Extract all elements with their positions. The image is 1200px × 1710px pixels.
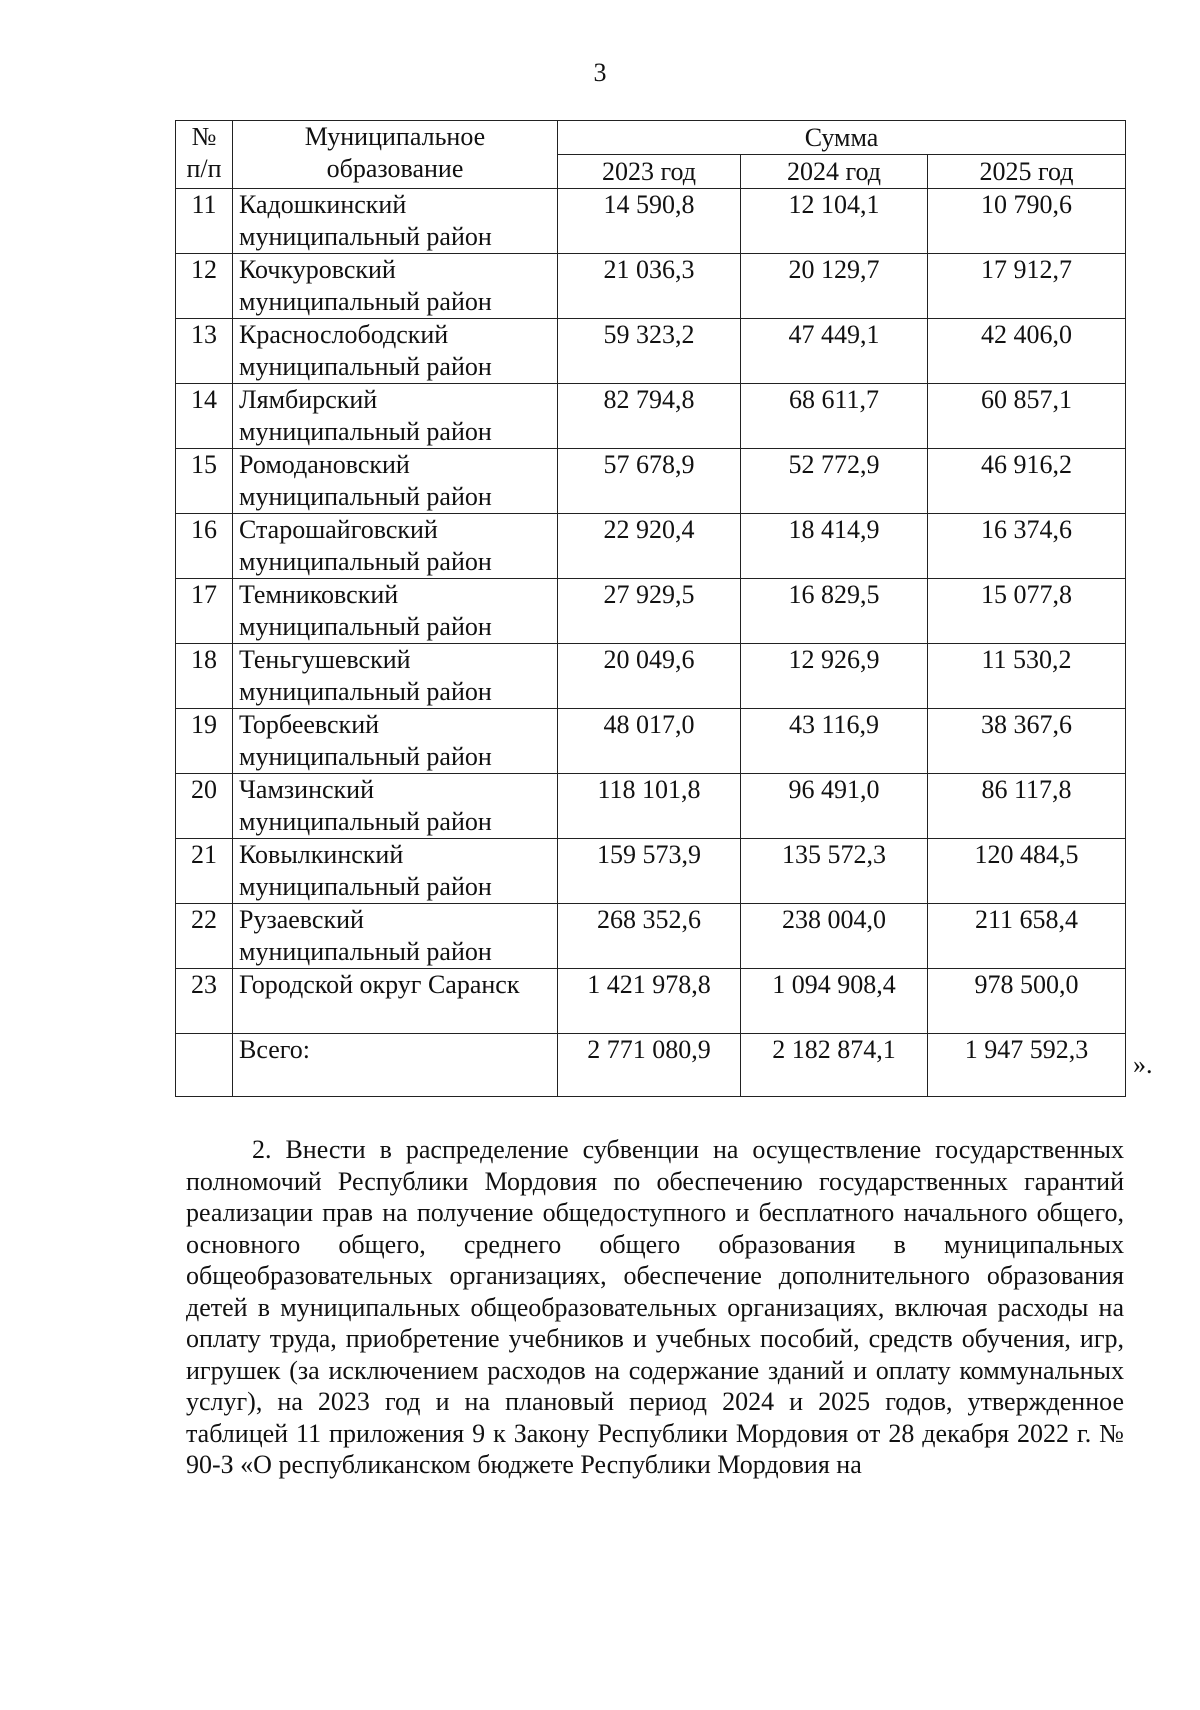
table-body — [176, 189, 1126, 1097]
header-num: № п/п — [176, 121, 233, 189]
row-value-2025: 120 484,5 — [928, 839, 1126, 904]
total-label: Всего: — [233, 1034, 558, 1097]
total-value-2023: 2 771 080,9 — [558, 1034, 741, 1097]
row-num: 22 — [176, 904, 233, 969]
total-row — [176, 1034, 1126, 1097]
header-sum: Сумма — [558, 121, 1126, 155]
row-value-2025: 42 406,0 — [928, 319, 1126, 384]
row-name: Ковылкинский муниципальный район — [233, 839, 558, 904]
row-value-2024: 18 414,9 — [741, 514, 928, 579]
row-name: Чамзинский муниципальный район — [233, 774, 558, 839]
row-value-2024: 1 094 908,4 — [741, 969, 928, 1034]
row-value-2025: 60 857,1 — [928, 384, 1126, 449]
total-num-cell — [176, 1034, 233, 1097]
row-name: Кадошкинский муниципальный район — [233, 189, 558, 254]
row-value-2024: 96 491,0 — [741, 774, 928, 839]
row-num: 19 — [176, 709, 233, 774]
header-year-2025: 2025 год — [928, 155, 1126, 189]
row-value-2023: 82 794,8 — [558, 384, 741, 449]
row-value-2023: 20 049,6 — [558, 644, 741, 709]
row-value-2023: 22 920,4 — [558, 514, 741, 579]
row-value-2025: 86 117,8 — [928, 774, 1126, 839]
row-name: Кочкуровский муниципальный район — [233, 254, 558, 319]
row-name: Рузаевский муниципальный район — [233, 904, 558, 969]
paragraph-text: 2. Внести в распределение субвенции на осуществление государственных полномочий Республики Мордовия по обеспечению государственных гарантий реализации прав на получение общедоступного и бесплатного начального общего, основного общего, среднего общего образования в муниципальных общеобразовательных организациях, обеспечение дополнительного образования детей в муниципальных общеобразовательных организациях, включая расходы на оплату труда, приобретение учебников и учебных пособий, средств обучения, игр, игрушек (за исключением расходов на содержание зданий и оплату коммунальных услуг), на 2023 год и на плановый период 2024 и 2025 годов, утвержденное таблицей 11 приложения 9 к Закону Республики Мордовия от 28 декабря 2022 г. № 90-З «О республиканском бюджете Республики Мордовия на — [186, 1135, 1124, 1479]
row-name: Краснослободский муниципальный район — [233, 319, 558, 384]
row-value-2023: 27 929,5 — [558, 579, 741, 644]
row-value-2025: 38 367,6 — [928, 709, 1126, 774]
total-value-2024: 2 182 874,1 — [741, 1034, 928, 1097]
row-name: Торбеевский муниципальный район — [233, 709, 558, 774]
row-value-2024: 47 449,1 — [741, 319, 928, 384]
header-year-2023: 2023 год — [558, 155, 741, 189]
row-value-2025: 11 530,2 — [928, 644, 1126, 709]
table-row — [176, 774, 1126, 839]
table-row — [176, 709, 1126, 774]
row-value-2024: 20 129,7 — [741, 254, 928, 319]
row-value-2024: 12 104,1 — [741, 189, 928, 254]
row-value-2023: 48 017,0 — [558, 709, 741, 774]
table-row — [176, 904, 1126, 969]
table-row — [176, 579, 1126, 644]
row-value-2024: 68 611,7 — [741, 384, 928, 449]
row-value-2024: 43 116,9 — [741, 709, 928, 774]
row-value-2025: 15 077,8 — [928, 579, 1126, 644]
row-num: 15 — [176, 449, 233, 514]
row-value-2024: 52 772,9 — [741, 449, 928, 514]
row-value-2025: 211 658,4 — [928, 904, 1126, 969]
row-value-2025: 978 500,0 — [928, 969, 1126, 1034]
row-value-2025: 46 916,2 — [928, 449, 1126, 514]
row-value-2023: 59 323,2 — [558, 319, 741, 384]
row-num: 23 — [176, 969, 233, 1034]
table-row — [176, 189, 1126, 254]
row-value-2023: 118 101,8 — [558, 774, 741, 839]
row-value-2023: 1 421 978,8 — [558, 969, 741, 1034]
row-name: Старошайговский муниципальный район — [233, 514, 558, 579]
row-num: 16 — [176, 514, 233, 579]
row-name: Теньгушевский муниципальный район — [233, 644, 558, 709]
row-num: 18 — [176, 644, 233, 709]
row-value-2024: 135 572,3 — [741, 839, 928, 904]
table-row — [176, 839, 1126, 904]
row-value-2023: 21 036,3 — [558, 254, 741, 319]
row-num: 13 — [176, 319, 233, 384]
row-num: 11 — [176, 189, 233, 254]
row-name: Лямбирский муниципальный район — [233, 384, 558, 449]
table-row — [176, 449, 1126, 514]
row-name: Городской округ Саранск — [233, 969, 558, 1034]
row-value-2023: 57 678,9 — [558, 449, 741, 514]
row-value-2025: 10 790,6 — [928, 189, 1126, 254]
total-value-2025: 1 947 592,3 — [928, 1034, 1126, 1097]
row-value-2023: 159 573,9 — [558, 839, 741, 904]
table-row — [176, 514, 1126, 579]
table-row — [176, 254, 1126, 319]
row-num: 17 — [176, 579, 233, 644]
row-num: 12 — [176, 254, 233, 319]
row-name: Темниковский муниципальный район — [233, 579, 558, 644]
table-row — [176, 319, 1126, 384]
row-value-2025: 17 912,7 — [928, 254, 1126, 319]
table-row — [176, 384, 1126, 449]
row-num: 20 — [176, 774, 233, 839]
table-row — [176, 969, 1126, 1034]
row-value-2024: 12 926,9 — [741, 644, 928, 709]
amendment-paragraph — [186, 1134, 1124, 1481]
subvention-table — [175, 120, 1126, 1097]
table-row — [176, 644, 1126, 709]
row-num: 14 — [176, 384, 233, 449]
header-name: Муниципальное образование — [233, 121, 558, 189]
row-value-2023: 14 590,8 — [558, 189, 741, 254]
closing-quote: ». — [1133, 1050, 1153, 1079]
page-number: 3 — [593, 58, 607, 87]
row-value-2024: 238 004,0 — [741, 904, 928, 969]
header-year-2024: 2024 год — [741, 155, 928, 189]
row-name: Ромодановский муниципальный район — [233, 449, 558, 514]
row-value-2024: 16 829,5 — [741, 579, 928, 644]
row-value-2025: 16 374,6 — [928, 514, 1126, 579]
row-value-2023: 268 352,6 — [558, 904, 741, 969]
row-num: 21 — [176, 839, 233, 904]
